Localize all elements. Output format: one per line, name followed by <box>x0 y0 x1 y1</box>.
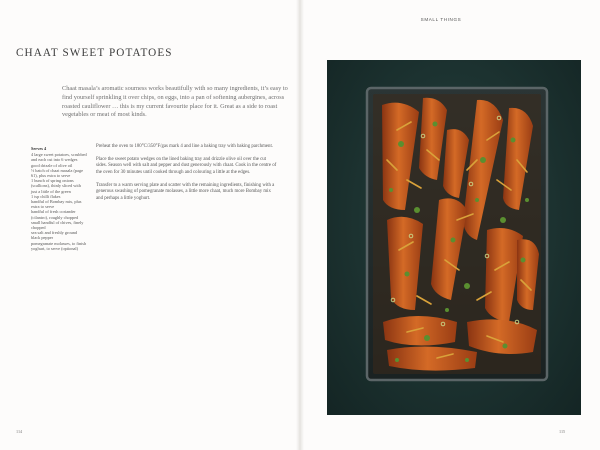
book-gutter <box>296 0 304 450</box>
section-label: SMALL THINGS <box>420 17 462 22</box>
ingredient-item: handful of Bombay mix, plus extra to serve <box>31 199 82 210</box>
method-step: Preheat the oven to 180°C/350°F/gas mark 4 and line a baking tray with baking parchment. <box>96 144 273 149</box>
ingredient-item: pomegranate molasses, to finish <box>31 240 87 246</box>
sweet-potato-tray-illustration <box>327 60 581 415</box>
method-step: Transfer to a warm serving plate and scatter with the remaining ingredients, finishing with a generous swashing of pomegranate molasses, a little more chaat, much more Bombay mix and perhaps a little yoghurt. <box>96 182 275 201</box>
recipe-intro: Chaat masala’s aromatic sourness works beautifully with so many ingredients, it’s easy to find yourself sprinkling it over chips, on eggs, into a pan of softening aubergines, across roasted cauliflower … this is my current favourite place for it. Great as a side to roast vegetables or meat of most kinds. <box>62 85 288 119</box>
ingredient-item: small handful of chives, finely chopped <box>31 219 84 231</box>
recipe-photo <box>327 60 581 415</box>
ingredient-item: ½ batch of chaat masala (page 61), plus extra to serve <box>31 167 84 179</box>
ingredient-item: good drizzle of olive oil <box>31 162 73 168</box>
page-number-right: 115 <box>559 429 566 434</box>
recipe-title: CHAAT SWEET POTATOES <box>16 47 173 59</box>
ingredient-item: 1 tsp chilli flakes <box>31 193 61 199</box>
method-step: Place the sweet potato wedges on the lined baking tray and drizzle olive oil over the cut sides. Season well with salt and pepper and dust generously with chaat. Cook in the centre of the oven for 30 minutes until cooked through and colouring a little at the edges. <box>96 156 277 175</box>
ingredients-list <box>31 146 87 251</box>
serves-label: Serves 4 <box>31 146 47 151</box>
ingredient-item: 1 bunch of spring onions (scallions), thinly sliced with just a little of the green <box>31 178 81 194</box>
ingredient-item: handful of fresh coriander (cilantro), roughly chopped <box>31 209 79 220</box>
left-page <box>0 0 299 450</box>
method-steps <box>96 144 278 208</box>
ingredient-item: sea salt and freshly ground black pepper <box>31 230 78 241</box>
page-number-left: 114 <box>16 429 23 434</box>
ingredient-item: yoghurt, to serve (optional) <box>31 245 79 251</box>
ingredient-item: 4 large sweet potatoes, scrubbed and each cut into 6 wedges <box>31 152 87 163</box>
